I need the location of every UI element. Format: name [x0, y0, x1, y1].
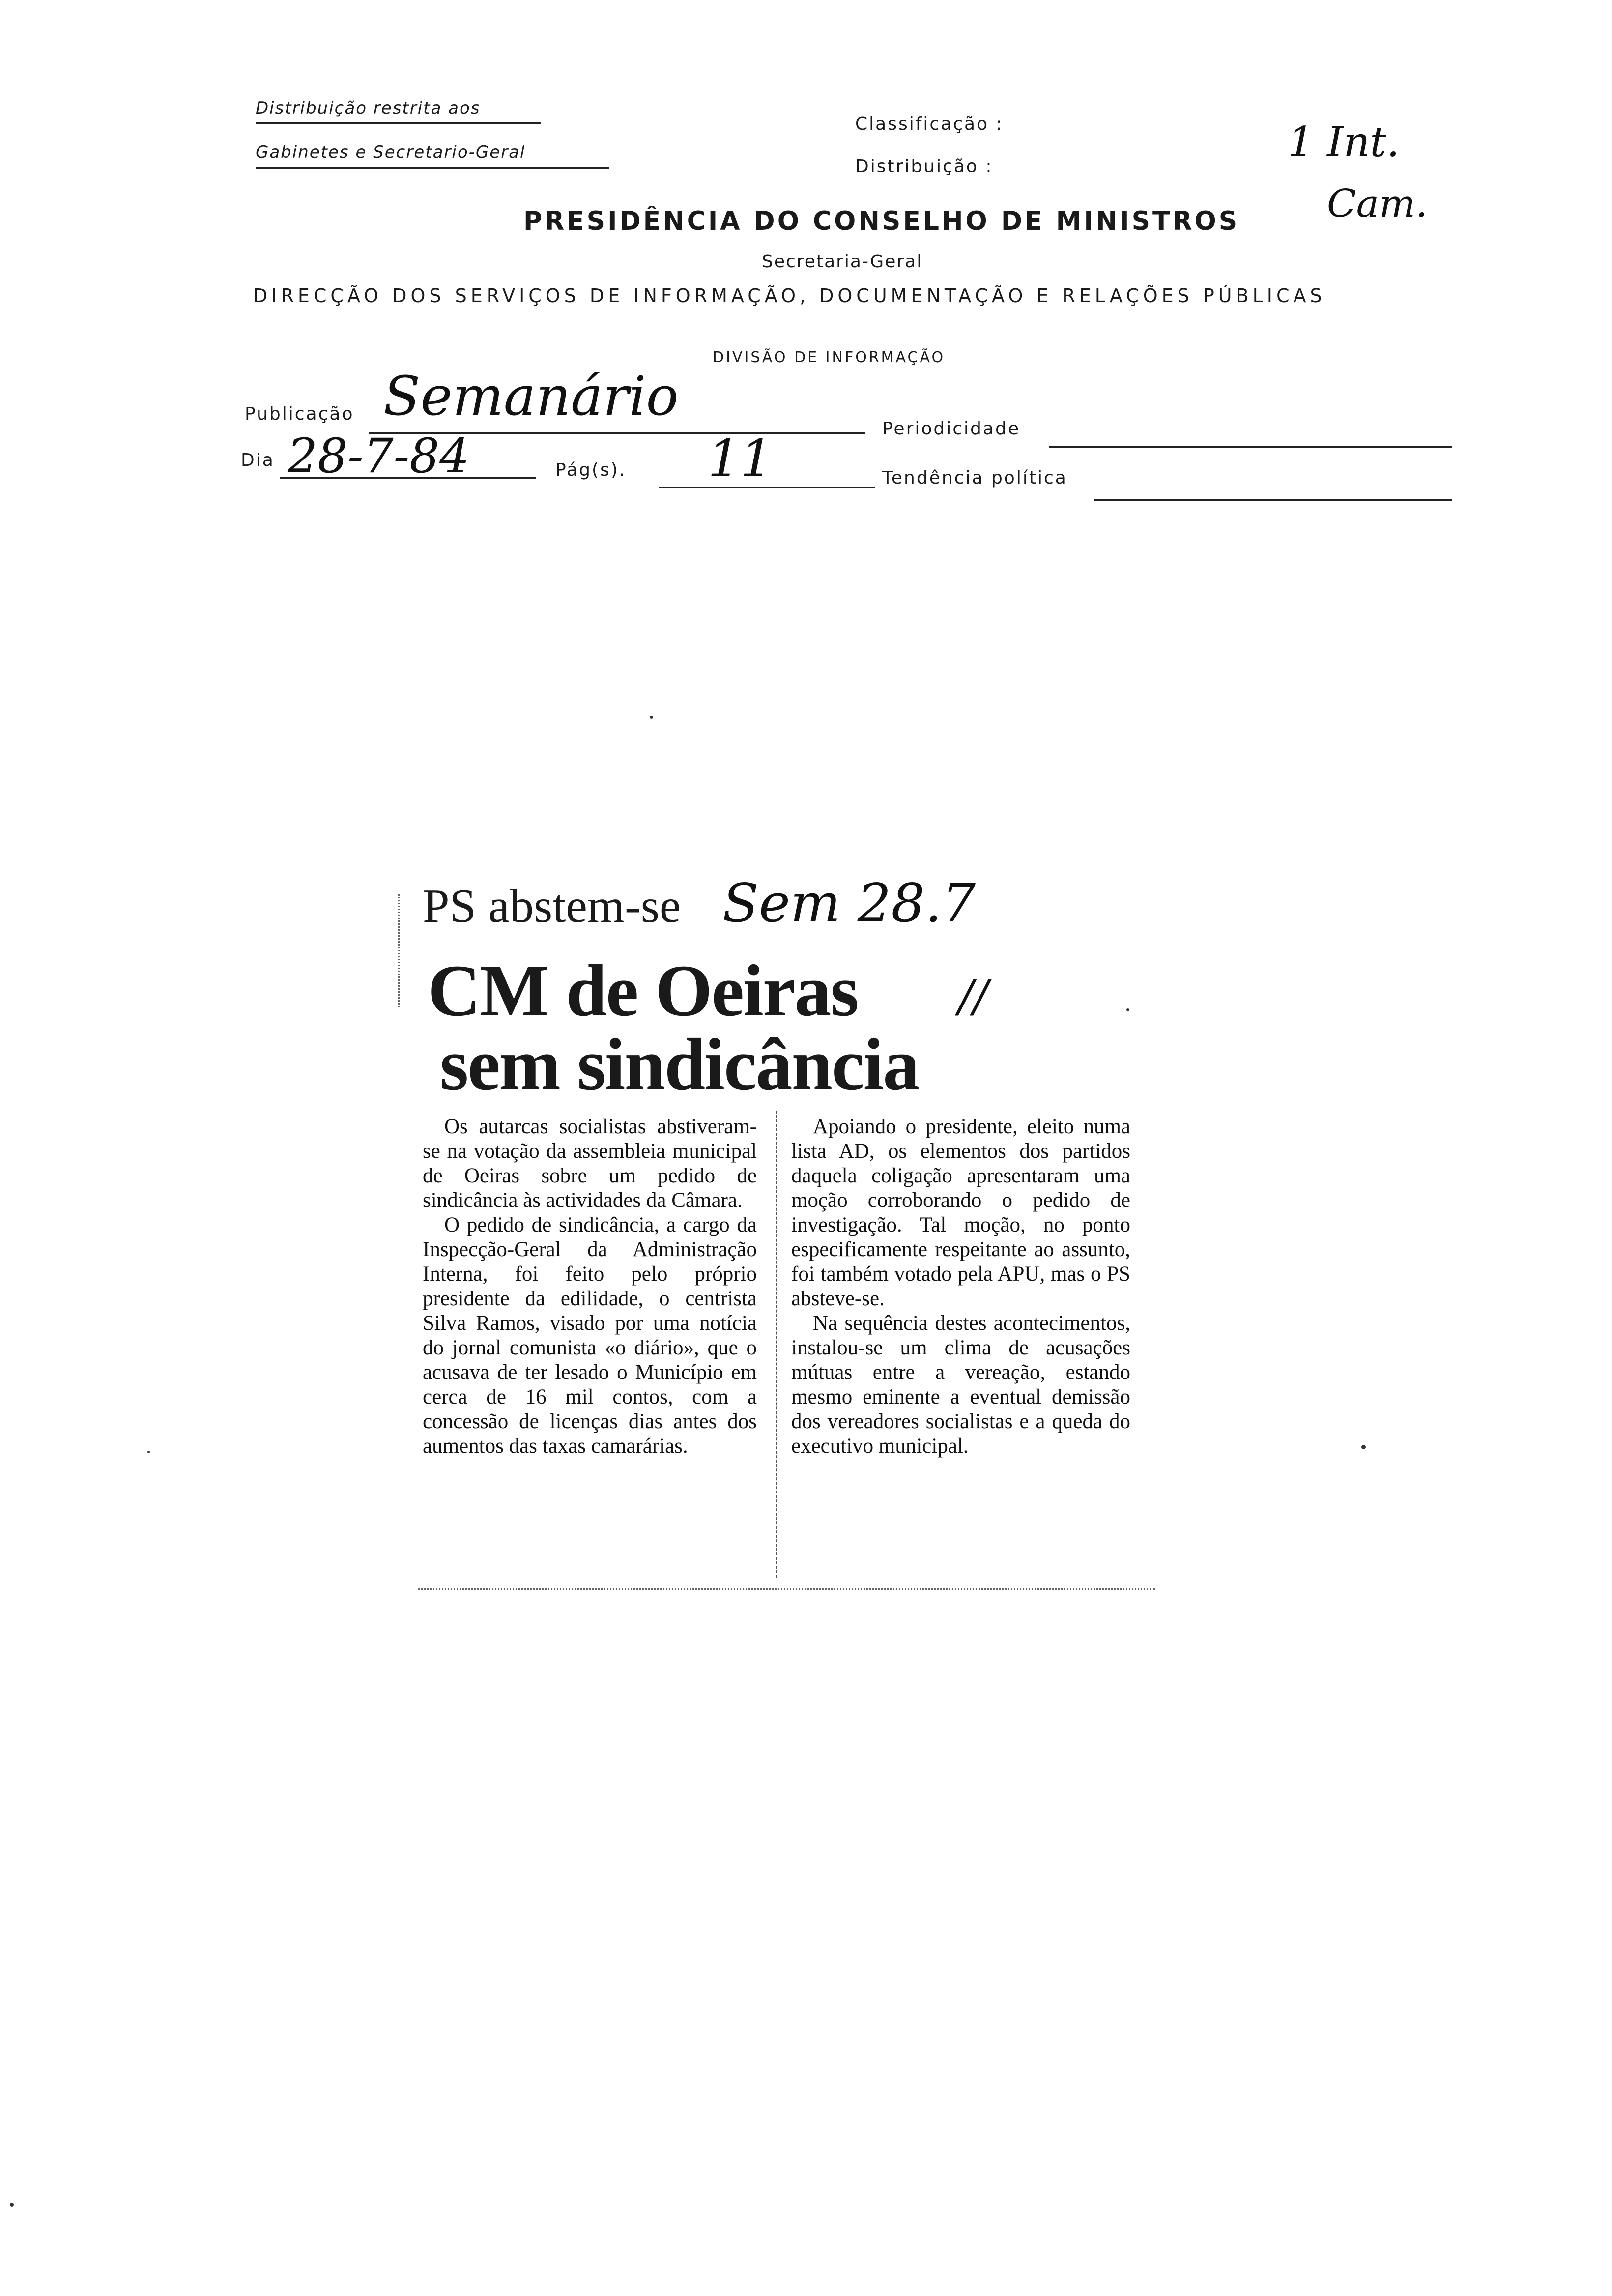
scan-speck [10, 2203, 14, 2207]
clipping-bottom-edge [418, 1588, 1155, 1590]
dia-line [280, 477, 536, 479]
headline-handwritten-slash: // [958, 971, 988, 1022]
article-col2-paragraph: Na sequência destes acontecimentos, instalou-se um clima de acusações mútuas entre a vereação, estando mesmo eminente a eventual demissão dos vereadores socialistas e a queda do executivo municipal. [791, 1312, 1130, 1458]
distribution-note-line1: Distribuição restrita aos [256, 98, 481, 118]
scan-speck [1126, 1008, 1129, 1011]
publicacao-label: Publicação [245, 404, 354, 424]
scan-speck [650, 716, 653, 719]
distribution-note-line2: Gabinetes e Secretario-Geral [256, 143, 526, 162]
article-col1-paragraph: Os autarcas socialistas abstiveram-se na votação da assembleia municipal de Oeiras sobre um pedido de sindicância às actividades da Câmara. [423, 1115, 757, 1212]
article-handwritten-mark: Sem 28.7 [722, 873, 976, 934]
article-headline-line1: CM de Oeiras [428, 950, 858, 1032]
handwritten-routing-note-line2: Cam. [1327, 182, 1428, 226]
pags-line [659, 487, 875, 488]
divisao-informacao: DIVISÃO DE INFORMAÇÃO [713, 349, 946, 366]
distribution-note-underline-1 [256, 122, 541, 124]
article-column-1 [423, 1115, 757, 1459]
secretaria-geral: Secretaria-Geral [762, 252, 923, 272]
publicacao-value: Semanário [383, 365, 679, 428]
pags-value: 11 [708, 429, 773, 488]
distribution-note-underline-2 [256, 167, 609, 169]
article-kicker: PS abstem-se [423, 880, 681, 933]
article-col2-paragraph: Apoiando o presidente, eleito numa lista AD, os elementos dos partidos daquela coligação apresentaram uma moção corroborando o pedido de investigação. Tal moção, no ponto especificamente respeitante ao assunto, foi também votado pela APU, mas o PS absteve-se. [791, 1115, 1130, 1310]
scan-speck [1361, 1445, 1366, 1449]
direccao-servicos: DIRECÇÃO DOS SERVIÇOS DE INFORMAÇÃO, DOCUMENTAÇÃO E RELAÇÕES PÚBLICAS [253, 285, 1326, 307]
periodicidade-line [1049, 446, 1452, 448]
tendencia-label: Tendência política [882, 468, 1067, 488]
distribuicao-label: Distribuição : [855, 156, 993, 176]
scan-speck [147, 1451, 150, 1453]
article-column-2 [791, 1115, 1130, 1459]
article-col1-paragraph: O pedido de sindicância, a cargo da Inspecção-Geral da Administração Interna, foi feito pelo próprio presidente da edilidade, o centrista Silva Ramos, visado por uma notícia do jornal comunista «o diário», que o acusava de ter lesado o Município em cerca de 16 mil contos, com a concessão de licenças dias antes dos aumentos das taxas camarárias. [423, 1213, 757, 1458]
column-divider [776, 1111, 777, 1578]
tendencia-line [1094, 499, 1452, 501]
organization-title: PRESIDÊNCIA DO CONSELHO DE MINISTROS [523, 206, 1240, 236]
classificacao-label: Classificação : [855, 114, 1004, 134]
dia-label: Dia [241, 450, 275, 470]
pags-label: Pág(s). [555, 460, 627, 480]
dia-value: 28-7-84 [288, 429, 470, 484]
clipping-left-edge [398, 894, 400, 1007]
handwritten-routing-note-line1: 1 Int. [1288, 118, 1400, 166]
periodicidade-label: Periodicidade [882, 419, 1020, 439]
article-headline-line2: sem sindicância [440, 1024, 919, 1105]
